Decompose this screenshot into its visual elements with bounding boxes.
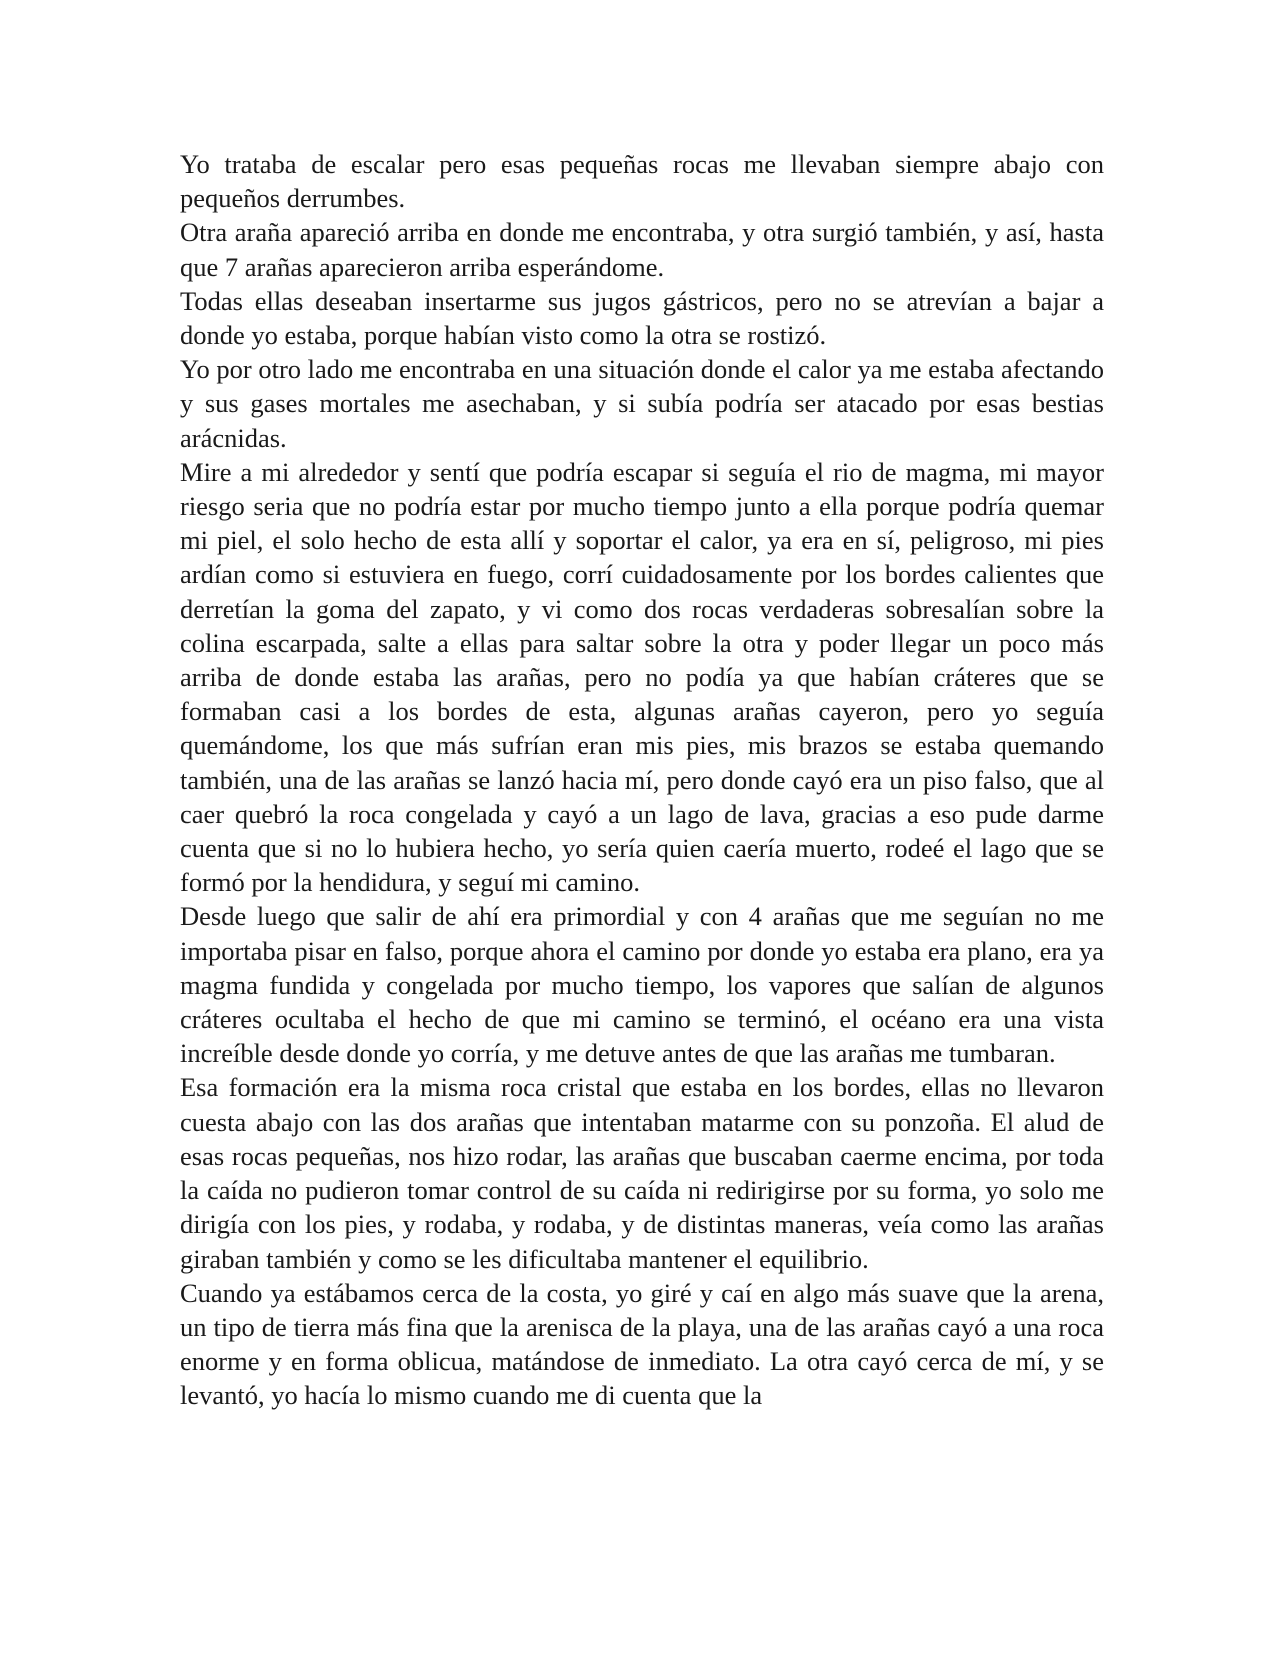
body-text bbox=[180, 147, 1104, 1413]
paragraph: Todas ellas deseaban insertarme sus jugos gástricos, pero no se atrevían a bajar a donde yo estaba, porque habían visto como la otra se rostizó. bbox=[180, 285, 1104, 351]
paragraph: Desde luego que salir de ahí era primordial y con 4 arañas que me seguían no me importaba pisar en falso, porque ahora el camino por donde yo estaba era plano, era ya magma fundida y congelada por mucho tiempo, los vapores que salían de algunos cráteres ocultaba el hecho de que mi camino se terminó, el océano era una vista increíble desde donde yo corría, y me detuve antes de que las arañas me tumbaran. bbox=[180, 901, 1104, 1069]
paragraph: Otra araña apareció arriba en donde me encontraba, y otra surgió también, y así, hasta que 7 arañas aparecieron arriba esperándome. bbox=[180, 217, 1104, 282]
paragraph: Mire a mi alrededor y sentí que podría escapar si seguía el rio de magma, mi mayor riesgo seria que no podría estar por mucho tiempo junto a ella porque podría quemar mi piel, el solo hecho de esta allí y soportar el calor, ya era en sí, peligroso, mi pies ardían como si estuviera en fuego, corrí cuidadosamente por los bordes calientes que derretían la goma del zapato, y vi como dos rocas verdaderas sobresalían sobre la colina escarpada, salte a ellas para saltar sobre la otra y poder llegar un poco más arriba de donde estaba las arañas, pero no podía ya que habían cráteres que se formaban casi a los bordes de esta, algunas arañas cayeron, pero yo seguía quemándome, los que más sufrían eran mis pies, mis brazos se estaba quemando también, una de las arañas se lanzó hacia mí, pero donde cayó era un piso falso, que al caer quebró la roca congelada y cayó a un lago de lava, gracias a eso pude darme cuenta que si no lo hubiera hecho, yo sería quien caería muerto, rodeé el lago que se formó por la hendidura, y seguí mi camino. bbox=[180, 456, 1104, 898]
paragraph: Cuando ya estábamos cerca de la costa, yo giré y caí en algo más suave que la arena, un tipo de tierra más fina que la arenisca de la playa, una de las arañas cayó a una roca enorme y en forma oblicua, matándose de inmediato. La otra cayó cerca de mí, y se levantó, yo hacía lo mismo cuando me di cuenta que la bbox=[180, 1277, 1104, 1411]
paragraph: Yo por otro lado me encontraba en una situación donde el calor ya me estaba afectando y sus gases mortales me asechaban, y si subía podría ser atacado por esas bestias arácnidas. bbox=[180, 354, 1104, 453]
paragraph: Esa formación era la misma roca cristal que estaba en los bordes, ellas no llevaron cuesta abajo con las dos arañas que intentaban matarme con su ponzoña. El alud de esas rocas pequeñas, nos hizo rodar, las arañas que buscaban caerme encima, por toda la caída no pudieron tomar control de su caída ni redirigirse por su forma, yo solo me dirigía con los pies, y rodaba, y rodaba, y de distintas maneras, veía como las arañas giraban también y como se les dificultaba mantener el equilibrio. bbox=[180, 1072, 1104, 1274]
paragraph: Yo trataba de escalar pero esas pequeñas rocas me llevaban siempre abajo con pequeños derrumbes. bbox=[180, 149, 1104, 214]
